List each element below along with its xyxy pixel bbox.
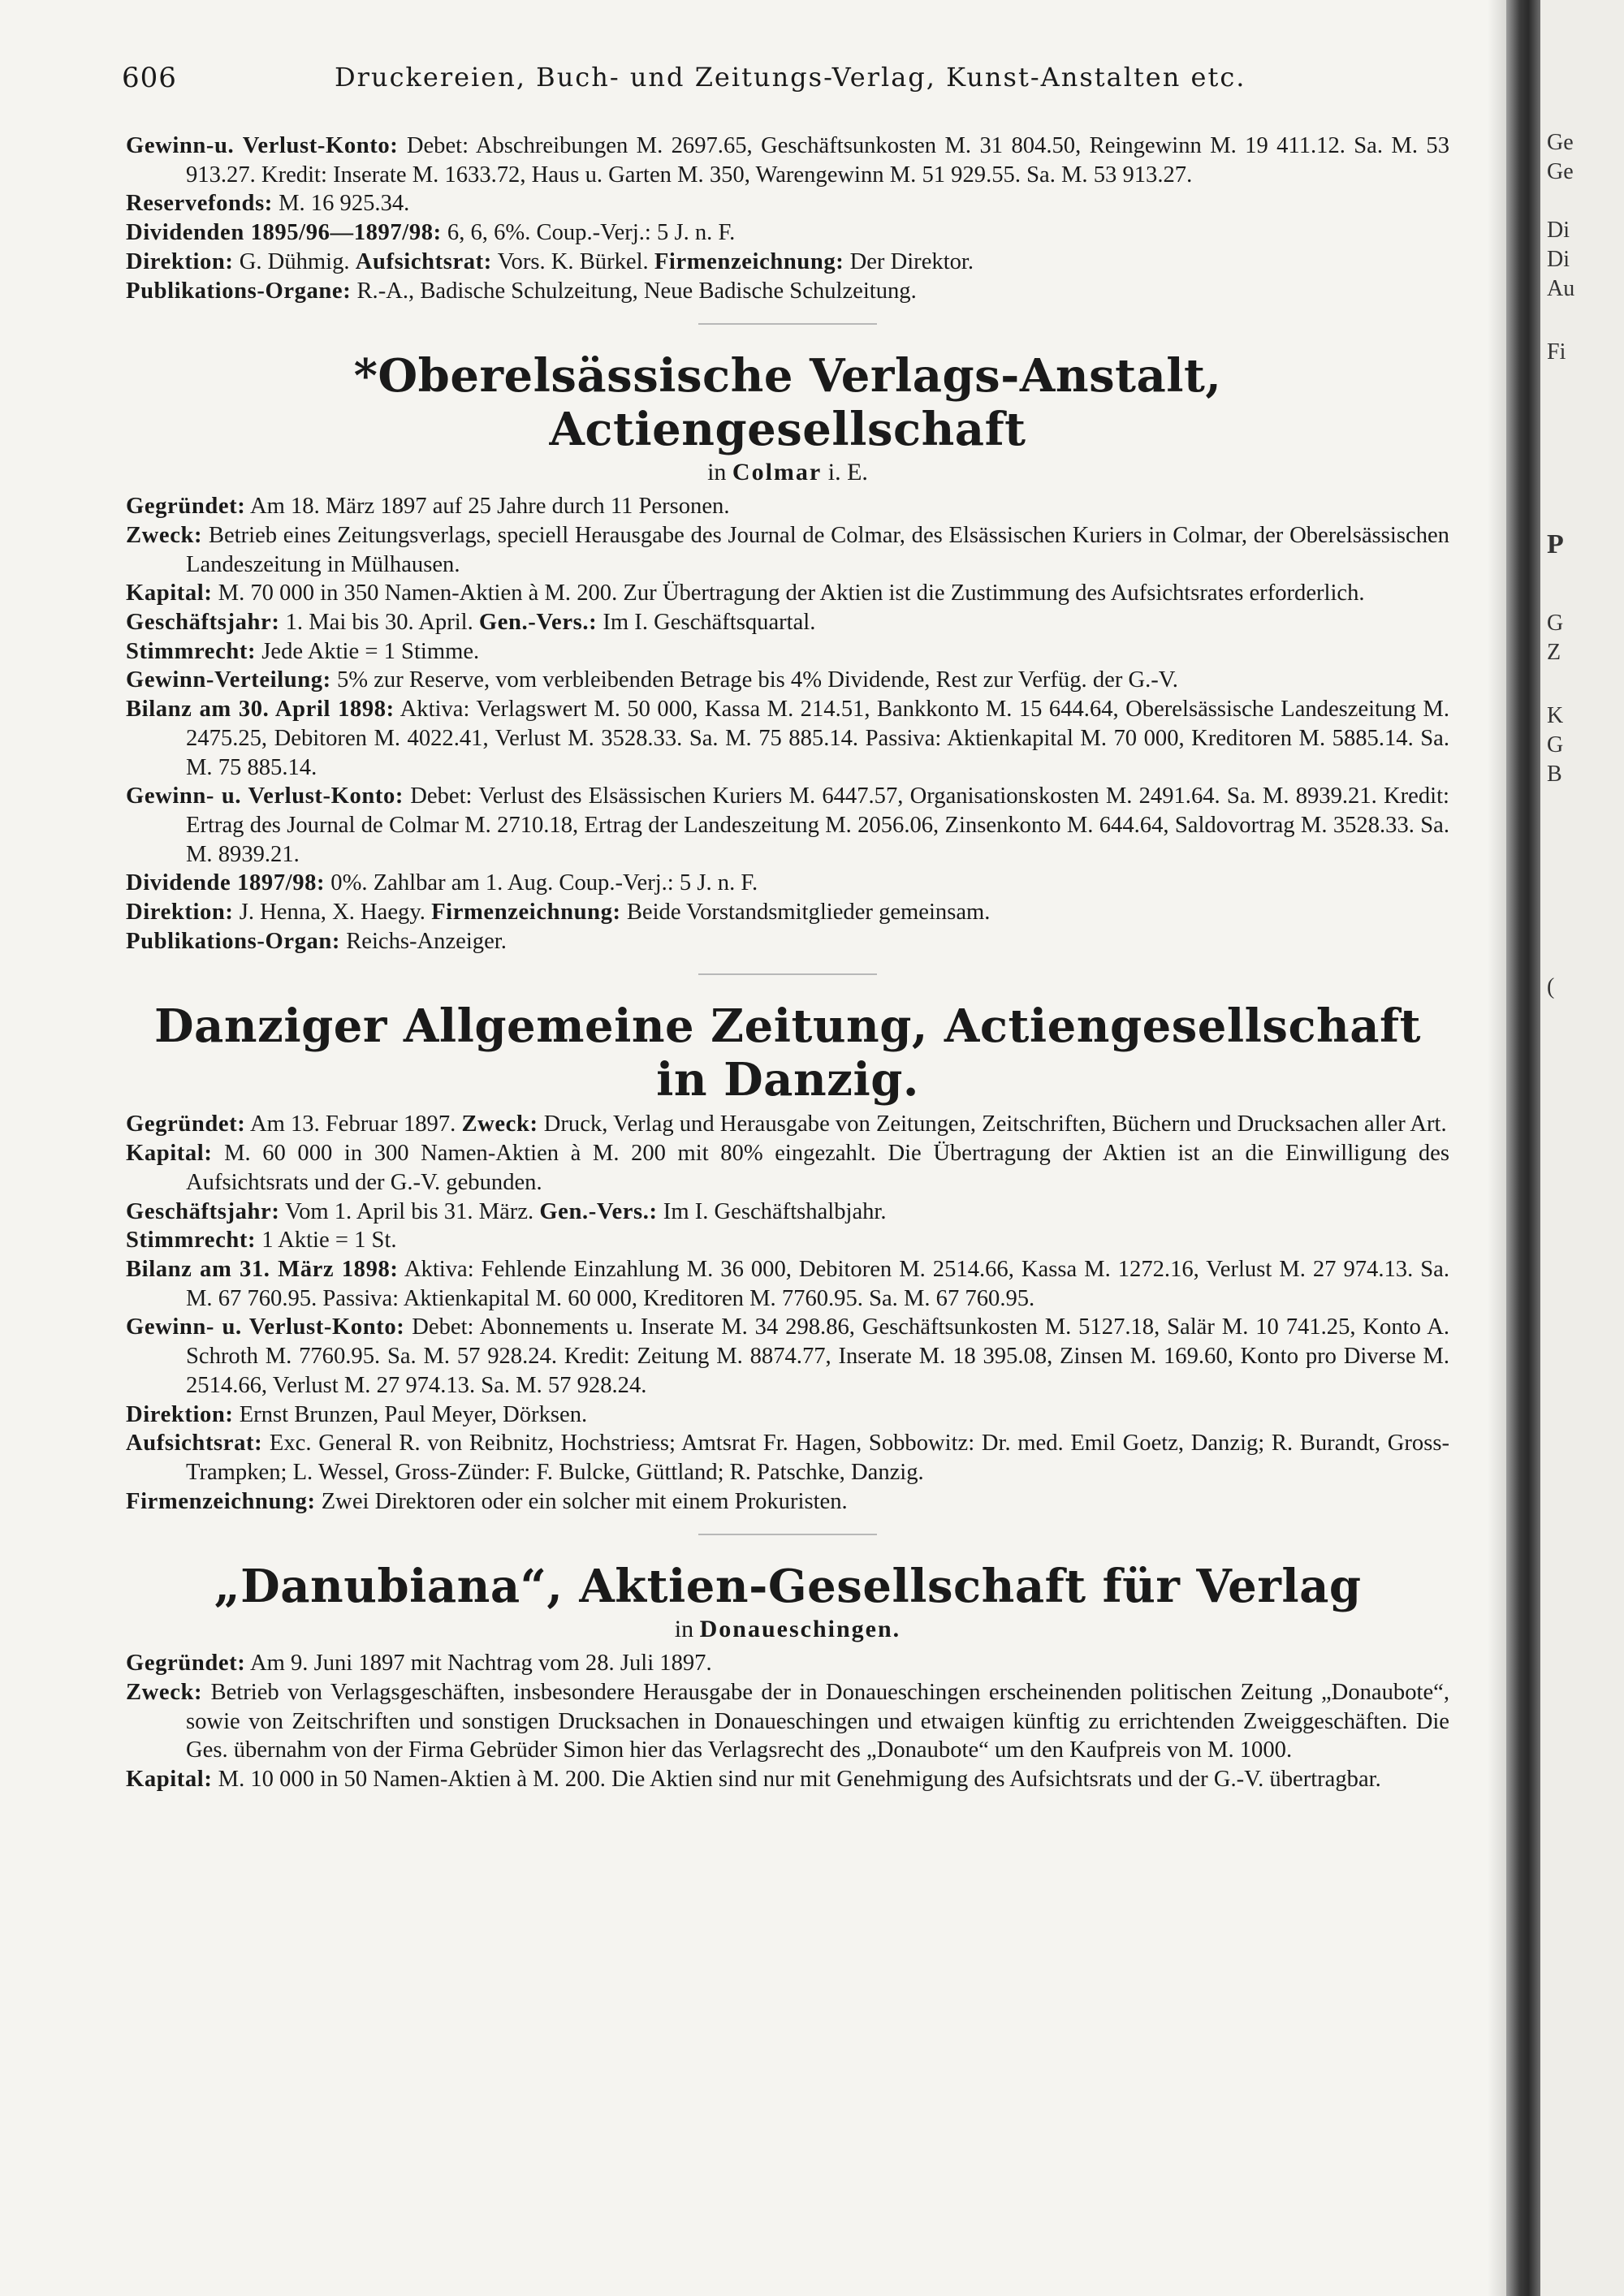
adjacent-fragment: G bbox=[1547, 611, 1564, 636]
adjacent-page-strip bbox=[1540, 0, 1624, 2296]
prev-gv-para: Gewinn-u. Verlust-Konto: Debet: Abschreibungen M. 2697.65, Geschäftsunkosten M. 31 804.50, Reingewinn M. 19 411.12. Sa. M. 53 913.27. Kredit: Inserate M. 1633.72, Haus u. Garten M. 350, Warengewinn M. 51 929.55. Sa. M. 53 913.27. bbox=[126, 133, 1449, 188]
gewinnverteilung-para: Gewinn-Verteilung: 5% zur Reserve, vom verbleibenden Betrage bis 4% Dividende, Rest zur Verfüg. der G.-V. bbox=[126, 667, 1178, 693]
adjacent-fragment: Ge bbox=[1547, 159, 1574, 184]
aufsichtsrat-para: Aufsichtsrat: Exc. General R. von Reibnitz, Hochstriess; Amtsrat Fr. Hagen, Sobbowitz: Dr. med. Emil Goetz, Danzig; R. Burandt, Gross-Trampken; L. Wessel, Gross-Zünder: F. Bulcke, Güttland; R. Patschke, Danzig. bbox=[126, 1431, 1449, 1485]
adjacent-fragment: Ge bbox=[1547, 130, 1574, 155]
adjacent-fragment: Au bbox=[1547, 276, 1575, 301]
gegruendet-para: Gegründet: Am 13. Februar 1897. Zweck: Druck, Verlag und Herausgabe von Zeitungen, Zeitschriften, Büchern und Drucksachen aller Art. bbox=[126, 1111, 1447, 1137]
direktion-para: Direktion: J. Henna, X. Haegy. Firmenzeichnung: Beide Vorstandsmitglieder gemeinsam. bbox=[126, 900, 991, 926]
prev-entry bbox=[126, 132, 1449, 305]
page-header bbox=[122, 57, 1462, 106]
page-number: 606 bbox=[122, 62, 177, 94]
zweck-para: Zweck: Betrieb eines Zeitungsverlags, speciell Herausgabe des Journal de Colmar, des Elsässischen Kuriers in Colmar, der Oberelsässischen Landeszeitung in Mülhausen. bbox=[126, 522, 1449, 577]
entry-danubiana bbox=[126, 1560, 1449, 1794]
publikation-para: Publikations-Organ: Reichs-Anzeiger. bbox=[126, 928, 507, 954]
kapital-para: Kapital: M. 70 000 in 350 Namen-Aktien à M. 200. Zur Übertragung der Aktien ist die Zustimmung des Aufsichtsrates erforderlich. bbox=[126, 580, 1365, 606]
stimmrecht-para: Stimmrecht: Jede Aktie = 1 Stimme. bbox=[126, 638, 480, 664]
adjacent-fragment: Fi bbox=[1547, 339, 1566, 365]
page-content bbox=[126, 132, 1449, 1794]
adjacent-fragment: P bbox=[1547, 529, 1564, 559]
adjacent-fragment: G bbox=[1547, 732, 1564, 757]
company-location: in Colmar i. E. bbox=[707, 459, 868, 486]
section-divider bbox=[698, 1534, 877, 1535]
kapital-para: Kapital: M. 10 000 in 50 Namen-Aktien à M. 200. Die Aktien sind nur mit Genehmigung des Aufsichtsrats und der G.-V. übertragbar. bbox=[126, 1767, 1381, 1793]
gewinn-verlust-para: Gewinn- u. Verlust-Konto: Debet: Verlust des Elsässischen Kuriers M. 6447.57, Organisationskosten M. 2491.64. Sa. M. 8939.21. Kredit: Ertrag des Journal de Colmar M. 2710.18, Ertrag der Landeszeitung M. 2056.06, Zinsenkonto M. 644.64, Saldovortrag M. 3528.33. Sa. M. 8939.21. bbox=[126, 783, 1449, 867]
prev-reserve-para: Reservefonds: M. 16 925.34. bbox=[126, 191, 410, 217]
adjacent-fragment: Di bbox=[1547, 218, 1570, 243]
prev-publikation-para: Publikations-Organe: R.-A., Badische Schulzeitung, Neue Badische Schulzeitung. bbox=[126, 278, 917, 304]
firmenzeichnung-para: Firmenzeichnung: Zwei Direktoren oder ein solcher mit einem Prokuristen. bbox=[126, 1488, 848, 1514]
adjacent-fragment: K bbox=[1547, 703, 1564, 728]
bilanz-para: Bilanz am 31. März 1898: Aktiva: Fehlende Einzahlung M. 36 000, Debitoren M. 2514.66, Kassa M. 1272.16, Verlust M. 27 974.13. Sa. M. 67 760.95. Passiva: Aktienkapital M. 60 000, Kreditoren M. 7760.95. Sa. M. 67 760.95. bbox=[126, 1256, 1449, 1311]
kapital-para: Kapital: M. 60 000 in 300 Namen-Aktien à M. 200 mit 80% eingezahlt. Die Übertragung der Aktien ist an die Einwilligung des Aufsichtsrats und der G.-V. gebunden. bbox=[126, 1141, 1450, 1195]
geschaeftsjahr-para: Geschäftsjahr: 1. Mai bis 30. April. Gen.-Vers.: Im I. Geschäftsquartal. bbox=[126, 610, 816, 636]
binding-gutter bbox=[1506, 0, 1540, 2296]
running-title: Druckereien, Buch- und Zeitungs-Verlag, Kunst-Anstalten etc. bbox=[335, 62, 1246, 93]
entry-oberelsaessische bbox=[126, 349, 1449, 956]
stimmrecht-para: Stimmrecht: 1 Aktie = 1 St. bbox=[126, 1228, 397, 1254]
adjacent-fragment: Z bbox=[1547, 640, 1561, 665]
gegruendet-para: Gegründet: Am 18. März 1897 auf 25 Jahre durch 11 Personen. bbox=[126, 494, 730, 520]
zweck-para: Zweck: Betrieb von Verlagsgeschäften, insbesondere Herausgabe der in Donaueschingen erscheinenden politischen Zeitung „Donaubote“, sowie von Zeitschriften und sonstigen Drucksachen in Donaueschingen und etwaigen künftig zu errichtenden Zweiggeschäften. Die Ges. übernahm von der Firma Gebrüder Simon hier das Verlagsrecht des „Donaubote“ um den Kaufpreis von M. 1000. bbox=[126, 1680, 1449, 1763]
prev-direktion-para: Direktion: G. Dühmig. Aufsichtsrat: Vors. K. Bürkel. Firmenzeichnung: Der Direktor. bbox=[126, 248, 974, 274]
dividende-para: Dividende 1897/98: 0%. Zahlbar am 1. Aug. Coup.-Verj.: 5 J. n. F. bbox=[126, 870, 758, 896]
bilanz-para: Bilanz am 30. April 1898: Aktiva: Verlagswert M. 50 000, Kassa M. 214.51, Bankkonto M. 15 644.64, Oberelsässische Landeszeitung M. 2475.25, Debitoren M. 4022.41, Verlust M. 3528.33. Sa. M. 75 885.14. Passiva: Aktienkapital M. 70 000, Kreditoren M. 5885.14. Sa. M. 75 885.14. bbox=[126, 697, 1449, 780]
prev-dividend-para: Dividenden 1895/96—1897/98: 6, 6, 6%. Coup.-Verj.: 5 J. n. F. bbox=[126, 220, 736, 246]
company-location: in Donaueschingen. bbox=[674, 1616, 901, 1643]
adjacent-fragment: B bbox=[1547, 762, 1562, 787]
company-title: „Danubiana“, Aktien-Gesellschaft für Verlag bbox=[214, 1560, 1362, 1614]
company-title: Danziger Allgemeine Zeitung, Actiengesellschaft in Danzig. bbox=[153, 999, 1422, 1107]
company-title: *Oberelsässische Verlags-Anstalt, Actiengesellschaft bbox=[353, 349, 1222, 457]
adjacent-fragment: ( bbox=[1547, 974, 1555, 999]
gewinn-verlust-para: Gewinn- u. Verlust-Konto: Debet: Abonnements u. Inserate M. 34 298.86, Geschäftsunkosten M. 5127.18, Salär M. 10 741.25, Konto A. Schroth M. 7760.95. Sa. M. 57 928.24. Kredit: Zeitung M. 8874.77, Inserate M. 18 395.08, Zinsen M. 169.60, Konto pro Diverse M. 2514.66, Verlust M. 27 974.13. Sa. M. 57 928.24. bbox=[126, 1314, 1449, 1398]
section-divider bbox=[698, 323, 877, 325]
section-divider bbox=[698, 973, 877, 975]
gegruendet-para: Gegründet: Am 9. Juni 1897 mit Nachtrag vom 28. Juli 1897. bbox=[126, 1651, 712, 1677]
geschaeftsjahr-para: Geschäftsjahr: Vom 1. April bis 31. März. Gen.-Vers.: Im I. Geschäftshalbjahr. bbox=[126, 1198, 887, 1224]
entry-danziger bbox=[126, 999, 1449, 1516]
gutter-shadow bbox=[1488, 0, 1507, 2296]
adjacent-fragment: Di bbox=[1547, 247, 1570, 272]
direktion-para: Direktion: Ernst Brunzen, Paul Meyer, Dörksen. bbox=[126, 1401, 588, 1427]
